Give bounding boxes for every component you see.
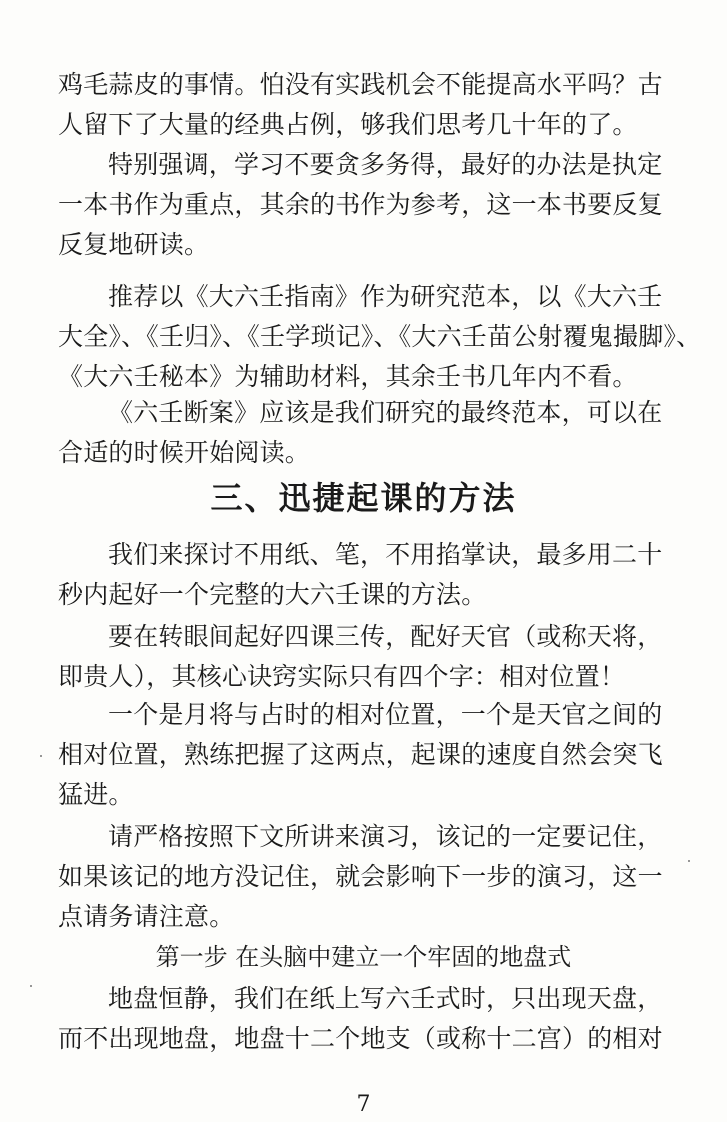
- text-line: 人留下了大量的经典占例，够我们思考几十年的了。: [58, 110, 638, 139]
- paragraph-start-line: 要在转眼间起好四课三传，配好天官（或称天将，: [108, 622, 663, 651]
- text-line: 相对位置，熟练把握了这两点，起课的速度自然会突飞: [58, 740, 663, 769]
- scan-speck: [40, 755, 42, 757]
- text-line: 秒内起好一个完整的大六壬课的方法。: [58, 580, 487, 609]
- text-line: 猛进。: [58, 780, 134, 809]
- text-line: 如果该记的地方没记住，就会影响下一步的演习，这一: [58, 862, 663, 891]
- text-line: 一本书作为重点，其余的书作为参考，这一本书要反复: [58, 190, 663, 219]
- section-heading: 三、迅捷起课的方法: [210, 479, 517, 517]
- text-line: 而不出现地盘，地盘十二个地支（或称十二宫）的相对: [58, 1024, 663, 1053]
- text-line: 大全》、《壬归》、《壬学琐记》、《大六壬苗公射覆鬼撮脚》、: [58, 322, 702, 351]
- text-line: 反复地研读。: [58, 230, 210, 259]
- text-line: 《大六壬秘本》为辅助材料，其余壬书几年内不看。: [58, 362, 638, 391]
- scan-speck: [688, 860, 690, 862]
- paragraph-start-line: 特别强调，学习不要贪多务得，最好的办法是执定: [108, 150, 663, 179]
- paragraph-start-line: 地盘恒静，我们在纸上写六壬式时，只出现天盘，: [108, 984, 663, 1013]
- paragraph-start-line: 一个是月将与占时的相对位置，一个是天官之间的: [108, 700, 663, 729]
- scan-speck: [30, 985, 32, 987]
- step-heading: 第一步 在头脑中建立一个牢固的地盘式: [155, 943, 572, 971]
- page-number: 7: [356, 1092, 371, 1117]
- text-line: 鸡毛蒜皮的事情。怕没有实践机会不能提高水平吗？古: [58, 70, 663, 99]
- paragraph-start-line: 请严格按照下文所讲来演习，该记的一定要记住，: [108, 822, 663, 851]
- text-line: 合适的时候开始阅读。: [58, 438, 311, 467]
- text-line: 点请务请注意。: [58, 902, 235, 931]
- text-line: 即贵人），其核心诀窍实际只有四个字：相对位置！: [58, 662, 626, 691]
- paragraph-start-line: 推荐以《大六壬指南》作为研究范本，以《大六壬: [108, 282, 663, 311]
- paragraph-start-line: 我们来探讨不用纸、笔，不用掐掌诀，最多用二十: [108, 540, 663, 569]
- paragraph-start-line: 《六壬断案》应该是我们研究的最终范本，可以在: [108, 398, 663, 427]
